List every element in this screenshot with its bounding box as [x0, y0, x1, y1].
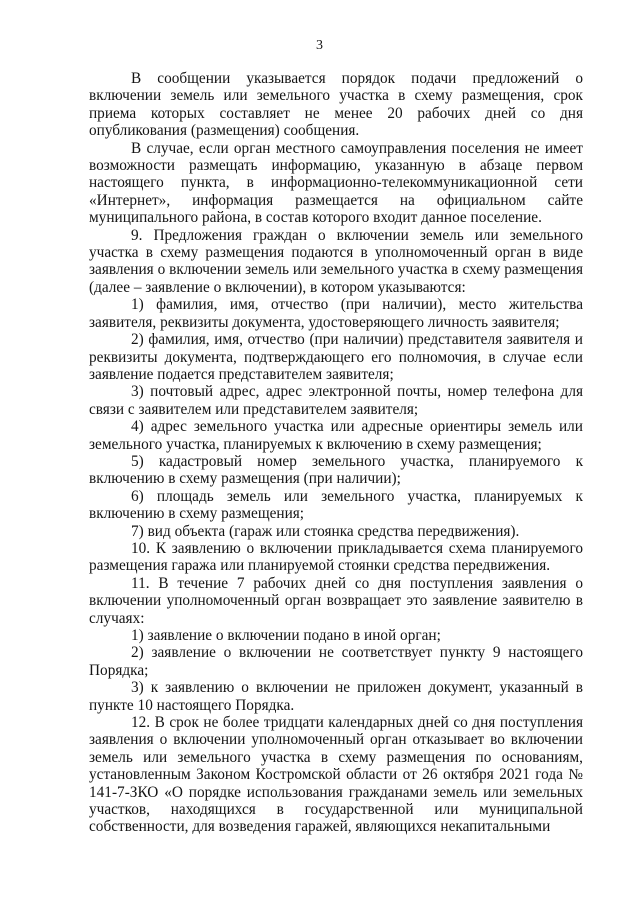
list-item: 3) почтовый адрес, адрес электронной почты, номер телефона для связи с заявителем или представителем заявителя; — [89, 383, 583, 418]
paragraph: 10. К заявлению о включении прикладывается схема планируемого размещения гаража или планируемой стоянки средства передвижения. — [89, 539, 583, 575]
list-item: 3) к заявлению о включении не приложен документ, указанный в пункте 10 настоящего Порядка. — [89, 679, 583, 714]
body-text — [89, 70, 583, 836]
paragraph: 12. В срок не более тридцати календарных дней со дня поступления заявления о включении уполномоченный орган отказывает во включении земель или земельного участка в схему размещения по основаниям, установленным Законом Костромской области от 26 октября 2021 года № 141-7-ЗКО «О порядке использования гражданами земель или земельных участков, находящихся в государственной или муниципальной собственности, для возведения гаражей, являющихся некапитальными — [89, 714, 583, 836]
paragraph: 11. В течение 7 рабочих дней со дня поступления заявления о включении уполномоченный орган возвращает это заявление заявителю в случаях: — [89, 574, 583, 627]
list-item: 5) кадастровый номер земельного участка, планируемого к включению в схему размещения (при наличии); — [89, 452, 583, 488]
list-item: 2) заявление о включении не соответствует пункту 9 настоящего Порядка; — [89, 644, 583, 679]
list-item: 4) адрес земельного участка или адресные ориентиры земель или земельного участка, планируемых к включению в схему размещения; — [89, 418, 583, 453]
list-item: 1) фамилия, имя, отчество (при наличии), место жительства заявителя, реквизиты документа, удостоверяющего личность заявителя; — [89, 296, 583, 331]
paragraph: 9. Предложения граждан о включении земель или земельного участка в схему размещения подаются в уполномоченный орган в виде заявления о включении земель или земельного участка в схему размещения (далее – заявление о включении), в котором указываются: — [89, 226, 583, 296]
paragraph: В случае, если орган местного самоуправления поселения не имеет возможности размещать информацию, указанную в абзаце первом настоящего пункта, в информационно-телекоммуникационной сети «Интернет», информация размещается на официальном сайте муниципального района, в состав которого входит данное поселение. — [89, 139, 583, 227]
list-item: 7) вид объекта (гараж или стоянка средства передвижения). — [131, 522, 520, 540]
list-item: 6) площадь земель или земельного участка, планируемых к включению в схему размещения; — [89, 487, 583, 523]
paragraph: В сообщении указывается порядок подачи предложений о включении земель или земельного участка в схему размещения, срок приема которых составляет не менее 20 рабочих дней со дня опубликования (размещения) сообщения. — [89, 70, 583, 140]
list-item: 1) заявление о включении подано в иной орган; — [131, 627, 441, 644]
page-number: 3 — [316, 38, 323, 53]
list-item: 2) фамилия, имя, отчество (при наличии) представителя заявителя и реквизиты документа, подтверждающего его полномочия, в случае если заявление подается представителем заявителя; — [89, 331, 583, 383]
